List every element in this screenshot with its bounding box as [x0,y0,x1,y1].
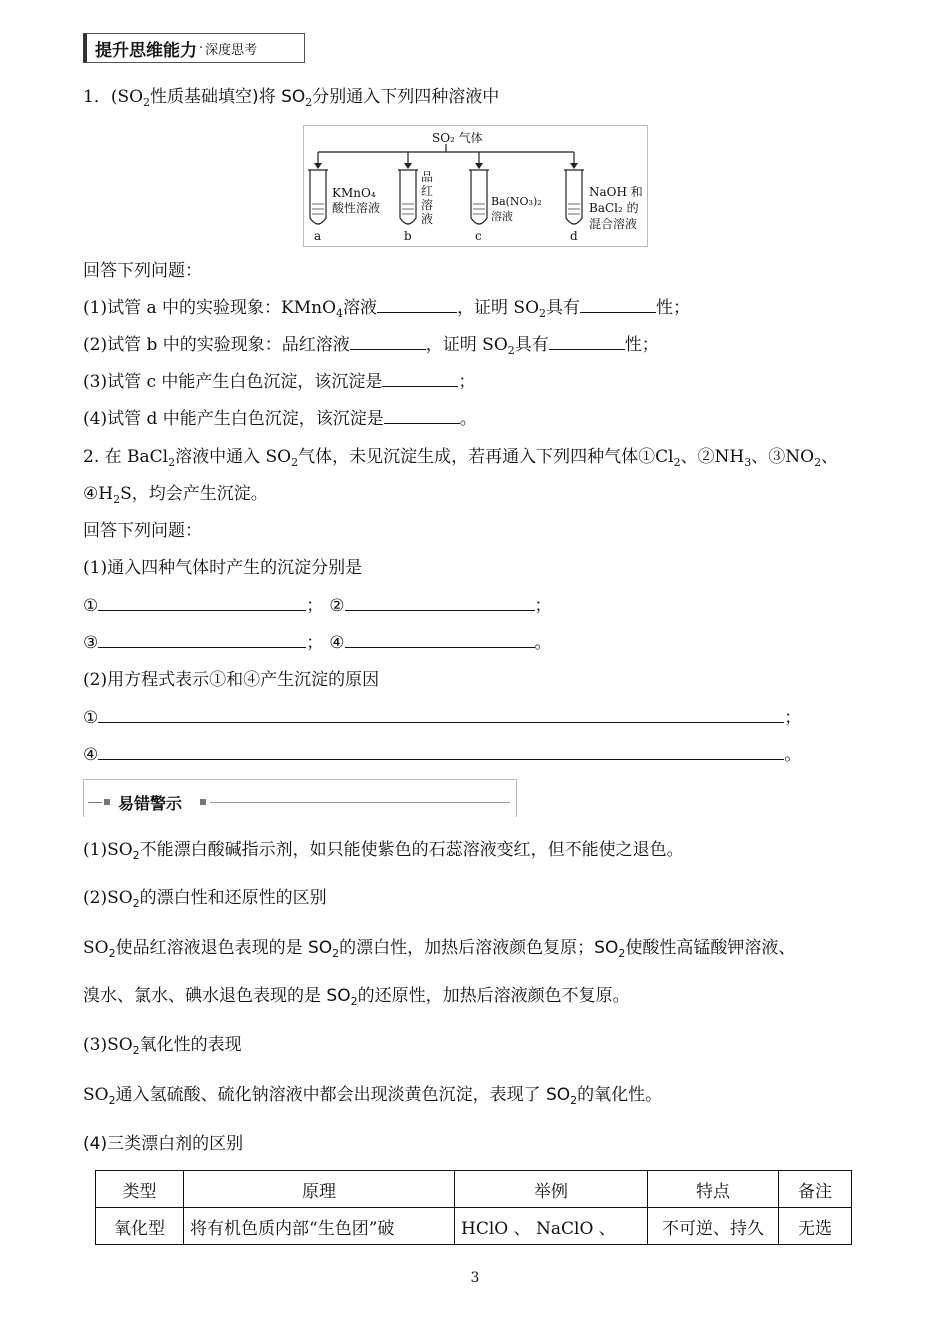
square-bullet-icon [104,799,110,805]
table-header: 备注 [779,1171,852,1208]
q2-prompt: 回答下列问题： [83,521,202,541]
warning-p1: $(1)SO_2$不能漂白酸碱指示剂，如只能使紫色的石蕊溶液变红，但不能使之退色。 [83,840,684,862]
warning-p3: $SO_2$使品红溶液退色表现的是 $SO_2$的漂白性，加热后溶液颜色复原；$SO_2$使酸性高锰酸钾溶液、 [83,938,796,960]
table-header: 原理 [184,1171,455,1208]
q1-sub2: (2)试管 b 中的实验现象：品红溶液 ，证明 $SO_2$具有 性； [83,335,659,357]
warning-p5: $(3)SO_2$氧化性的表现 [83,1035,242,1057]
q1-sub4: (4)试管 d 中能产生白色沉淀，该沉淀是 。 [83,409,477,429]
table-cell: 将有机色质内部“生色团”破 [184,1208,455,1245]
warning-p6: $SO_2$通入氢硫酸、硫化钠溶液中都会出现淡黄色沉淀，表现了 $SO_2$的氧化性。 [83,1085,663,1107]
section-title: 提升思维能力 [95,40,197,61]
tube-a-label: KMnO₄ 酸性溶液 [332,186,381,215]
section-subtitle: 深度思考 [205,42,258,58]
q1-sub3: (3)试管 c 中能产生白色沉淀，该沉淀是 ； [83,372,476,392]
warning-p2: $(2)SO_2$的漂白性和还原性的区别 [83,888,327,910]
table-header: 特点 [648,1171,779,1208]
tube-c-letter: c [475,229,482,243]
test-tube-diagram [303,125,648,247]
page-number: 3 [470,1270,480,1286]
answer-blank[interactable] [98,631,306,648]
table-cell: 氧化型 [96,1208,184,1245]
table-cell: 不可逆、持久 [648,1208,779,1245]
table-cell: 无选 [779,1208,852,1245]
warning-header [83,779,517,817]
rule-right [210,802,510,803]
section-dot: · [199,40,204,56]
tube-c-label: Ba(NO₃)₂ 溶液 [491,195,542,223]
q2-blanks-row1: ① ； ② ； [83,596,552,616]
answer-blank[interactable] [382,370,458,387]
rule-left [88,802,102,803]
tube-d-label: NaOH 和 BaCl₂ 的 混合溶液 [589,185,643,231]
q2-blanks-row2: ③ ； ④ 。 [83,633,552,653]
q1-intro: 1．($SO_2$性质基础填空)将 $SO_2$分别通入下列四种溶液中 [83,87,500,109]
tube-b-letter: b [404,229,412,243]
q2-eq1: ① ； [83,708,802,728]
warning-p4: 溴水、氯水、碘水退色表现的是 $SO_2$的还原性，加热后溶液颜色不复原。 [83,986,630,1008]
bleach-table [95,1170,852,1245]
q2-eq4: ④ 。 [83,745,802,765]
warning-title: 易错警示 [118,794,183,813]
answer-blank[interactable] [98,743,784,760]
answer-blank[interactable] [350,333,426,350]
gas-label: SO₂ 气体 [432,131,483,145]
q2-sub1: (1)通入四种气体时产生的沉淀分别是 [83,558,363,578]
table-cell: HClO 、 NaClO 、 [455,1208,648,1245]
answer-blank[interactable] [580,296,656,313]
q2-sub2: (2)用方程式表示①和④产生沉淀的原因 [83,670,380,690]
table-row [96,1208,852,1245]
section-header [83,33,305,63]
q2-line1: 2. 在 BaCl$_2$溶液中通入 $SO_2$气体，未见沉淀生成，若再通入下列四种气体$①Cl_2$、$②NH_3$、$③NO_2$、 [83,447,839,469]
square-bullet-icon [200,799,206,805]
tube-b-label: 品 红 溶 液 [421,170,434,226]
answer-blank[interactable] [384,407,460,424]
q2-line2: $④H_2S$，均会产生沉淀。 [83,484,268,506]
table-header-row [96,1171,852,1208]
table-header: 类型 [96,1171,184,1208]
answer-blank[interactable] [98,706,784,723]
tube-d-letter: d [570,229,578,243]
answer-blank[interactable] [377,296,457,313]
warning-p7: (4)三类漂白剂的区别 [83,1134,244,1154]
answer-blank[interactable] [98,594,306,611]
table-header: 举例 [455,1171,648,1208]
answer-blank[interactable] [549,333,625,350]
q1-prompt: 回答下列问题： [83,261,202,281]
q1-sub1: (1)试管 a 中的实验现象：KMnO$_4$溶液 ，证明 $SO_2$具有 性； [83,298,691,320]
tube-a-letter: a [314,229,322,243]
answer-blank[interactable] [345,594,535,611]
answer-blank[interactable] [345,631,535,648]
